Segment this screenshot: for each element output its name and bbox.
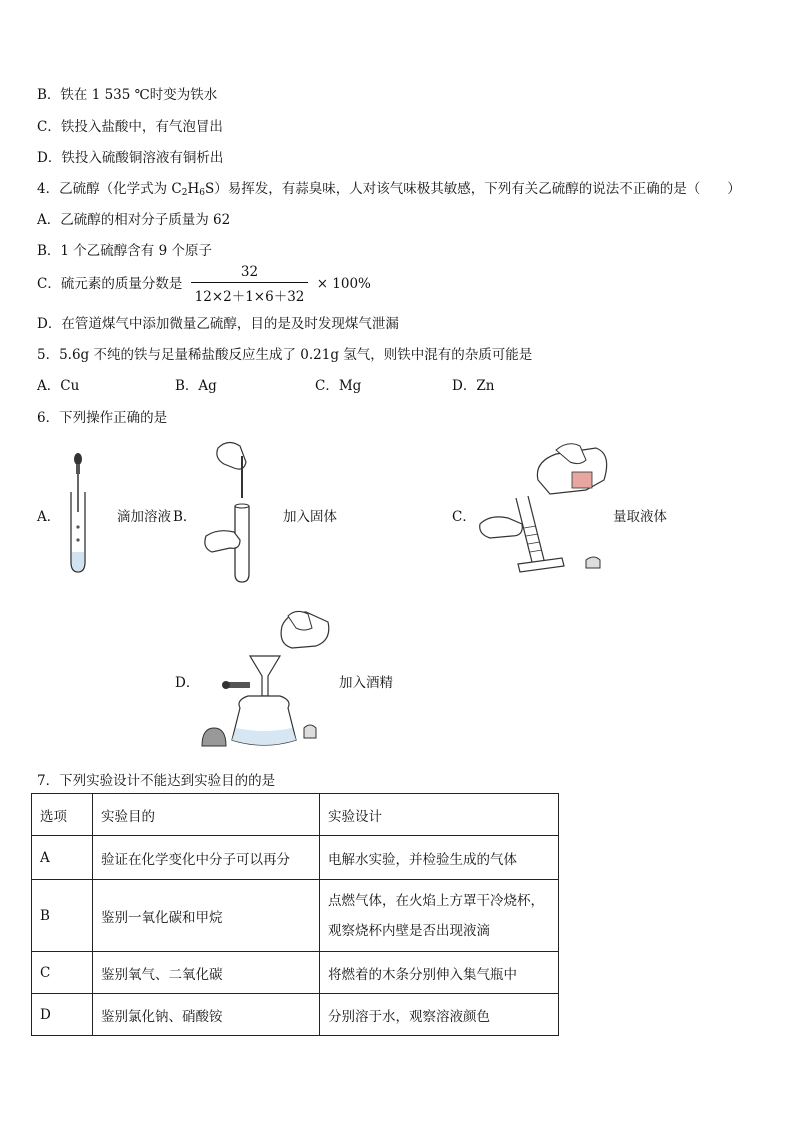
q7-table bbox=[31, 793, 559, 1036]
q6-a-caption: 滴加溶液 bbox=[117, 509, 171, 525]
q4-fraction-denominator: 12×2＋1×6＋32 bbox=[191, 282, 309, 305]
row-purpose: 鉴别氯化钠、硝酸铵 bbox=[93, 994, 320, 1036]
table-row bbox=[32, 880, 559, 952]
header-design: 实验设计 bbox=[320, 794, 559, 836]
row-design: 电解水实验，并检验生成的气体 bbox=[320, 836, 559, 880]
table-row bbox=[32, 994, 559, 1036]
q4-stem bbox=[37, 177, 741, 198]
q6-stem: 6．下列操作正确的是 bbox=[37, 410, 168, 426]
table-header-row bbox=[32, 794, 559, 836]
row-purpose: 鉴别一氧化碳和甲烷 bbox=[93, 880, 320, 952]
q6-d-letter: D． bbox=[175, 675, 200, 691]
q3-option-b: B．铁在 1 535 ℃时变为铁水 bbox=[37, 87, 218, 103]
alcohol-lamp-funnel-illustration bbox=[196, 604, 332, 752]
table-row bbox=[32, 836, 559, 880]
q4-fraction-numerator: 32 bbox=[240, 264, 259, 280]
q4-c-prefix: C．硫元素的质量分数是 bbox=[37, 276, 183, 292]
q5-stem: 5．5.6g 不纯的铁与足量稀盐酸反应生成了 0.21g 氢气，则铁中混有的杂质可能是 bbox=[37, 347, 533, 363]
q7-stem: 7．下列实验设计不能达到实验目的的是 bbox=[37, 773, 276, 789]
row-option: C bbox=[32, 952, 93, 994]
q6-b-letter: B． bbox=[173, 509, 197, 525]
row-design: 将燃着的木条分别伸入集气瓶中 bbox=[320, 952, 559, 994]
q4-option-b: B．1 个乙硫醇含有 9 个原子 bbox=[37, 243, 212, 259]
dropper-test-tube-illustration bbox=[62, 450, 92, 578]
q6-d-caption: 加入酒精 bbox=[339, 675, 393, 691]
row-design-line-2: 观察烧杯内壁是否出现液滴 bbox=[328, 922, 490, 939]
q5-option-b: B．Ag bbox=[175, 378, 217, 394]
q6-c-caption: 量取液体 bbox=[613, 509, 667, 525]
q4-mid1: H bbox=[187, 181, 200, 197]
q3-option-c: C．铁投入盐酸中，有气泡冒出 bbox=[37, 119, 223, 135]
row-option: D bbox=[32, 994, 93, 1036]
q4-sub2: 6 bbox=[199, 188, 205, 198]
graduated-cylinder-pouring-illustration bbox=[476, 440, 612, 580]
q4-fraction bbox=[191, 264, 309, 305]
q3-option-d: D．铁投入硫酸铜溶液有铜析出 bbox=[37, 150, 224, 166]
q5-option-c: C．Mg bbox=[315, 378, 362, 394]
header-purpose: 实验目的 bbox=[93, 794, 320, 836]
row-purpose: 鉴别氧气、二氧化碳 bbox=[93, 952, 320, 994]
row-option: A bbox=[32, 836, 93, 880]
q4-option-a: A．乙硫醇的相对分子质量为 62 bbox=[37, 212, 231, 228]
q5-option-d: D．Zn bbox=[452, 378, 495, 394]
table-row bbox=[32, 952, 559, 994]
q6-b-caption: 加入固体 bbox=[283, 509, 337, 525]
row-option: B bbox=[32, 880, 93, 952]
row-design bbox=[320, 880, 559, 952]
q6-c-letter: C． bbox=[452, 509, 476, 525]
q4-option-c bbox=[37, 264, 371, 305]
row-design: 分别溶于水，观察溶液颜色 bbox=[320, 994, 559, 1036]
q6-a-letter: A． bbox=[37, 509, 61, 525]
row-design-line-1: 点燃气体，在火焰上方罩干冷烧杯， bbox=[328, 892, 544, 909]
q4-option-d: D．在管道煤气中添加微量乙硫醇，目的是及时发现煤气泄漏 bbox=[37, 316, 399, 332]
q5-option-a: A．Cu bbox=[37, 378, 80, 394]
q4-c-suffix: × 100% bbox=[316, 276, 371, 292]
q4-stem-post: S）易挥发，有蒜臭味，人对该气味极其敏感，下列有关乙硫醇的说法不正确的是（ ） bbox=[204, 181, 741, 197]
q4-sub1: 2 bbox=[181, 188, 188, 198]
q4-stem-pre: 4．乙硫醇（化学式为 C bbox=[37, 181, 182, 197]
header-option: 选项 bbox=[32, 794, 93, 836]
row-purpose: 验证在化学变化中分子可以再分 bbox=[93, 836, 320, 880]
spatula-test-tube-illustration bbox=[200, 436, 280, 586]
